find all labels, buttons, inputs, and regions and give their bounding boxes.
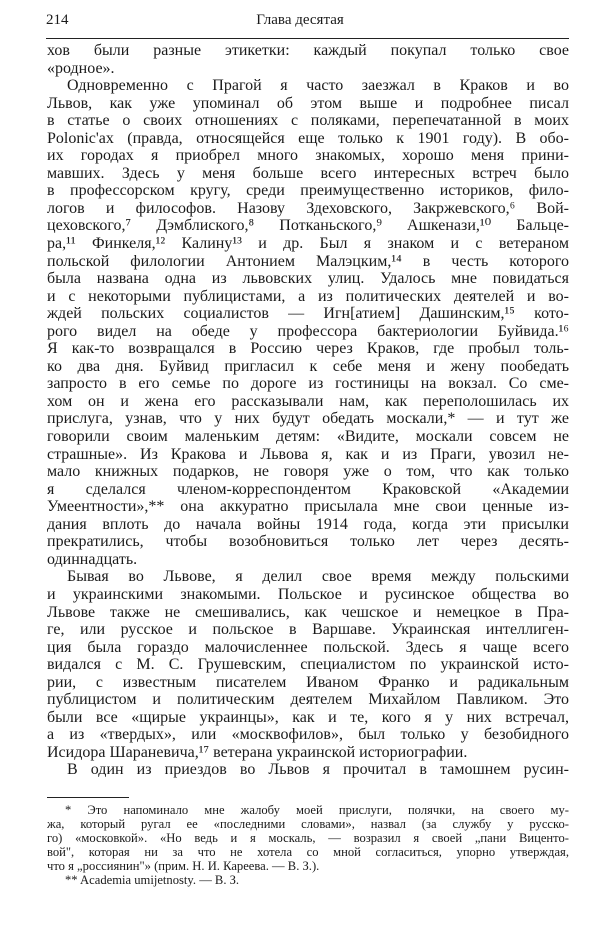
text-line: была названа одна из львовских улиц. Удалось мне повидаться <box>47 270 569 288</box>
text-line: одиннадцать. <box>47 550 138 568</box>
text-line: Львов, как уже упоминал об этом выше и подробнее писал <box>47 94 569 112</box>
text-line: были все «щирые украинцы», как и те, кого я у них встречал, <box>47 708 569 726</box>
header-rule <box>46 38 569 39</box>
text-line: ге, или русское и польское в Варшаве. Украинская интеллиген- <box>47 621 569 639</box>
text-line: и украинскими знакомыми. Польское и русинское общества во <box>47 585 569 603</box>
text-line: Я как-то возвращался в Россию через Краков, где пробыл толь- <box>47 340 569 358</box>
body-text <box>47 42 569 779</box>
text-line: а из «твердых», или «москвофилов», был только у безобидного <box>47 726 569 744</box>
text-line: рого видел на обеде у профессора бактериологии Буйвида.¹⁶ <box>47 322 569 340</box>
footnote-line: вой", которая ни за что не хотела со мной согласиться, упорно утверждая, <box>47 845 569 859</box>
text-line: польской филологии Антонием Малэцким,¹⁴ в честь которого <box>47 252 569 270</box>
text-line: дания вплоть до начала войны 1914 года, когда эти присылки <box>47 515 569 533</box>
text-line: их городах я приобрел много знакомых, хорошо меня прини- <box>47 147 569 165</box>
text-line: ция была гораздо малочисленнее польской. Здесь я чаще всего <box>47 638 569 656</box>
text-line: ждей польских социалистов — Игн[атием] Дашинским,¹⁵ кото- <box>47 305 569 323</box>
footnote-line: что я „россиянин"» (прим. Н. И. Кареева. — В. З.). <box>47 859 320 873</box>
footnote-line: го) «московкой». «Но ведь и я москаль, — возразил я своей „пани Виценто- <box>47 831 569 845</box>
text-line: Одновременно с Прагой я часто заезжал в Краков и во <box>67 77 569 95</box>
text-line: рии, с известным писателем Иваном Франко и радикальным <box>47 673 569 691</box>
text-line: мавших. Здесь у меня больше всего интересных встреч было <box>47 164 569 182</box>
text-line: я сделался членом-корреспондентом Краковской «Академии <box>47 480 569 498</box>
text-line: говорили своим маленьким детям: «Видите, москали совсем не <box>47 428 569 446</box>
footnote-line: жа, который ругал ее «последними словами», назвал (за службу у русско- <box>47 817 569 831</box>
text-line: видался с М. С. Грушевским, специалистом по украинской исто- <box>47 656 569 674</box>
text-line: в профессорском кругу, среди преимущественно историков, фило- <box>47 182 569 200</box>
text-line: Бывая во Львове, я делил свое время между польскими <box>67 568 569 586</box>
footnotes <box>47 803 569 887</box>
text-line: мало книжных подарков, не говоря уже о том, что как только <box>47 463 569 481</box>
text-line: Polonic'ах (правда, относящейся еще только к 1901 году). В обо- <box>47 129 569 147</box>
footnote-line: * Это напоминало мне жалобу моей прислуги, полячки, на своего му- <box>65 803 569 817</box>
text-line: хом он и жена его рассказывали нам, как переполошилась их <box>47 392 569 410</box>
footnote-rule <box>47 797 129 798</box>
text-line: В один из приездов во Львов я прочитал в тамошнем русин- <box>67 761 569 779</box>
text-line: «родное». <box>47 59 115 77</box>
text-line: ко два дня. Буйвид пригласил к себе меня и жену пообедать <box>47 357 569 375</box>
text-line: запросто в его семье по дороге из гостиницы на вокзал. Со сме- <box>47 375 569 393</box>
text-line: логов и философов. Назову Здеховского, Закржевского,⁶ Вой- <box>47 199 569 217</box>
text-line: ра,¹¹ Финкеля,¹² Калину¹³ и др. Был я знаком и с ветераном <box>47 235 569 253</box>
page-number: 214 <box>46 12 69 28</box>
footnote-line: ** Academia umijetnosty. — В. З. <box>65 873 240 887</box>
text-line: Умеентности»,** она аккуратно присылала мне свои ценные из- <box>47 498 569 516</box>
text-line: страшные». Из Кракова и Львова я, как и из Праги, увозил не- <box>47 445 569 463</box>
text-line: цеховского,⁷ Дэмблиского,⁸ Потканьского,⁹ Ашкенази,¹⁰ Бальце- <box>47 217 569 235</box>
text-line: Исидора Шараневича,¹⁷ ветерана украинской историографии. <box>47 743 468 761</box>
running-header-title: Глава десятая <box>256 12 344 28</box>
text-line: прекратились, чтобы возобновиться только лет через десять- <box>47 533 569 551</box>
text-line: хов были разные этикетки: каждый покупал только свое <box>47 42 569 59</box>
text-line: публицистом и политическим деятелем Михайлом Павликом. Это <box>47 691 569 709</box>
text-line: в статье о своих отношениях с поляками, перепечатанной в моих <box>47 112 569 130</box>
text-line: и с некоторыми публицистами, а из политических деятелей и во- <box>47 287 569 305</box>
text-line: прислуга, узнав, что у них будут обедать москали,* — и тут же <box>47 410 569 428</box>
text-line: Львове также не смешивались, как чешское и немецкое в Пра- <box>47 603 569 621</box>
